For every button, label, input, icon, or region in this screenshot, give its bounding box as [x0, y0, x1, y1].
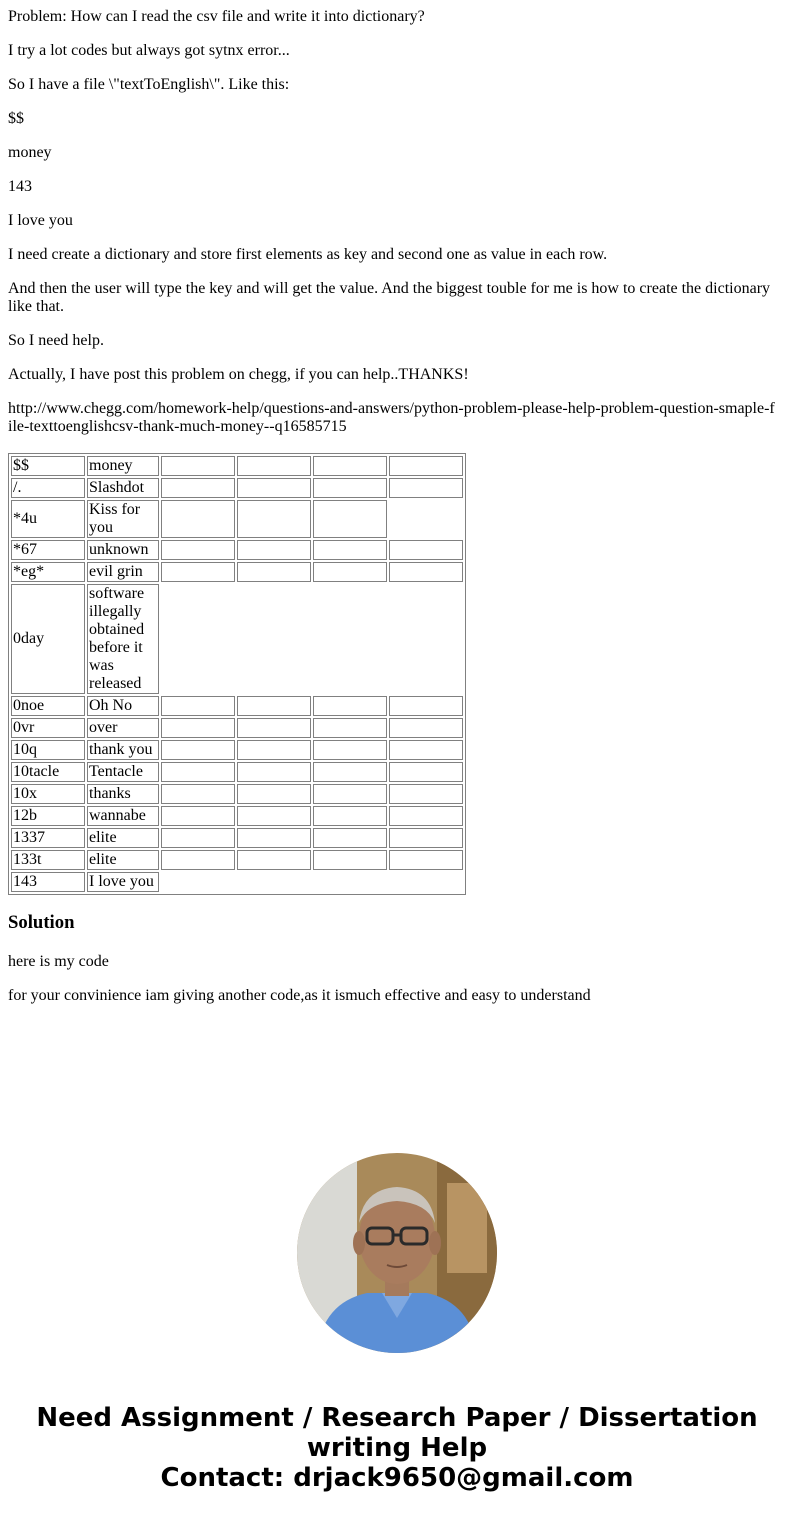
empty-cell — [237, 562, 311, 582]
question-line: I need create a dictionary and store first elements as key and second one as value in each row. — [8, 246, 608, 263]
empty-cell — [389, 456, 463, 476]
portrait-image — [297, 1153, 497, 1353]
empty-cell — [313, 696, 387, 716]
value-cell: Tentacle — [87, 762, 159, 782]
table-row — [11, 762, 463, 782]
empty-cell — [161, 562, 235, 582]
empty-cell — [313, 478, 387, 498]
key-cell: 0noe — [11, 696, 85, 716]
empty-cell — [237, 718, 311, 738]
empty-cell — [389, 784, 463, 804]
empty-cell — [161, 740, 235, 760]
table-row — [11, 584, 463, 694]
empty-cell — [161, 500, 235, 538]
empty-cell — [389, 806, 463, 826]
question-line: I love you — [8, 212, 73, 229]
empty-cell — [237, 850, 311, 870]
ad-contact: Contact: drjack9650@gmail.com — [160, 1463, 634, 1493]
blank-cell — [313, 584, 387, 694]
blank-cell — [389, 872, 463, 892]
empty-cell — [237, 478, 311, 498]
empty-cell — [237, 456, 311, 476]
question-line: So I need help. — [8, 332, 104, 349]
problem-text: Problem: How can I read the csv file and write it into dictionary? — [8, 8, 425, 25]
question-line: I try a lot codes but always got sytnx error... — [8, 42, 290, 59]
dictionary-table — [8, 453, 466, 895]
value-cell: unknown — [87, 540, 159, 560]
key-cell: 10q — [11, 740, 85, 760]
empty-cell — [237, 762, 311, 782]
key-cell: 0vr — [11, 718, 85, 738]
key-cell: *eg* — [11, 562, 85, 582]
empty-cell — [237, 540, 311, 560]
table-row — [11, 806, 463, 826]
empty-cell — [161, 718, 235, 738]
empty-cell — [313, 762, 387, 782]
empty-cell — [313, 500, 387, 538]
value-cell: thanks — [87, 784, 159, 804]
empty-cell — [161, 456, 235, 476]
question-line: Actually, I have post this problem on chegg, if you can help..THANKS! — [8, 366, 469, 383]
key-cell: 143 — [11, 872, 85, 892]
table-row — [11, 478, 463, 498]
empty-cell — [237, 696, 311, 716]
empty-cell — [237, 740, 311, 760]
empty-cell — [389, 540, 463, 560]
question-line: 143 — [8, 178, 32, 195]
key-cell: $$ — [11, 456, 85, 476]
chegg-link-text: http://www.chegg.com/homework-help/questions-and-answers/python-problem-please-help-problem-question-smaple-file-texttoenglishcsv-thank-much-money--q16585715 — [8, 400, 775, 435]
question-line: So I have a file \"textToEnglish\". Like this: — [8, 76, 290, 93]
value-cell: Slashdot — [87, 478, 159, 498]
value-cell: elite — [87, 828, 159, 848]
author-avatar — [297, 1153, 497, 1353]
empty-cell — [237, 500, 311, 538]
empty-cell — [313, 562, 387, 582]
ad-line: Need Assignment / Research Paper / Dissertation — [36, 1403, 758, 1433]
empty-cell — [389, 850, 463, 870]
key-cell: 133t — [11, 850, 85, 870]
blank-cell — [389, 584, 463, 694]
empty-cell — [389, 828, 463, 848]
value-cell: Oh No — [87, 696, 159, 716]
blank-cell — [237, 584, 311, 694]
key-cell: *67 — [11, 540, 85, 560]
empty-cell — [313, 828, 387, 848]
empty-cell — [237, 806, 311, 826]
key-cell: 10tacle — [11, 762, 85, 782]
empty-cell — [237, 784, 311, 804]
table-row — [11, 562, 463, 582]
key-cell: 10x — [11, 784, 85, 804]
empty-cell — [313, 784, 387, 804]
empty-cell — [313, 740, 387, 760]
blank-cell — [161, 872, 235, 892]
blank-cell — [389, 500, 463, 538]
empty-cell — [313, 456, 387, 476]
assignment-help-ad — [0, 1403, 794, 1493]
empty-cell — [161, 784, 235, 804]
empty-cell — [389, 696, 463, 716]
blank-cell — [161, 584, 235, 694]
table-row — [11, 872, 463, 892]
empty-cell — [313, 850, 387, 870]
key-cell: 0day — [11, 584, 85, 694]
value-cell: evil grin — [87, 562, 159, 582]
empty-cell — [389, 478, 463, 498]
key-cell: *4u — [11, 500, 85, 538]
empty-cell — [389, 762, 463, 782]
table-row — [11, 850, 463, 870]
empty-cell — [389, 740, 463, 760]
value-cell: wannabe — [87, 806, 159, 826]
blank-cell — [237, 872, 311, 892]
table-row — [11, 500, 463, 538]
table-row — [11, 718, 463, 738]
question-line: $$ — [8, 110, 24, 127]
empty-cell — [161, 540, 235, 560]
blank-cell — [313, 872, 387, 892]
table-row — [11, 456, 463, 476]
value-cell: elite — [87, 850, 159, 870]
empty-cell — [313, 540, 387, 560]
table-row — [11, 828, 463, 848]
value-cell: I love you — [87, 872, 159, 892]
empty-cell — [161, 478, 235, 498]
value-cell: thank you — [87, 740, 159, 760]
value-cell: over — [87, 718, 159, 738]
empty-cell — [161, 806, 235, 826]
ad-line: writing Help — [306, 1433, 488, 1463]
empty-cell — [389, 562, 463, 582]
value-cell: money — [87, 456, 159, 476]
table-row — [11, 784, 463, 804]
table-row — [11, 540, 463, 560]
solution-line: here is my code — [8, 953, 109, 970]
key-cell: /. — [11, 478, 85, 498]
empty-cell — [313, 806, 387, 826]
value-cell: software illegally obtained before it was released — [87, 584, 159, 694]
question-line: And then the user will type the key and will get the value. And the biggest touble for me is how to create the dictionary like that. — [8, 280, 771, 315]
empty-cell — [161, 828, 235, 848]
table-row — [11, 696, 463, 716]
solution-heading: Solution — [8, 912, 75, 933]
key-cell: 1337 — [11, 828, 85, 848]
empty-cell — [161, 696, 235, 716]
table-row — [11, 740, 463, 760]
value-cell: Kiss for you — [87, 500, 159, 538]
empty-cell — [161, 850, 235, 870]
solution-line: for your convinience iam giving another code,as it ismuch effective and easy to understand — [8, 987, 591, 1004]
key-cell: 12b — [11, 806, 85, 826]
empty-cell — [313, 718, 387, 738]
empty-cell — [161, 762, 235, 782]
question-line: money — [8, 144, 52, 161]
empty-cell — [237, 828, 311, 848]
empty-cell — [389, 718, 463, 738]
